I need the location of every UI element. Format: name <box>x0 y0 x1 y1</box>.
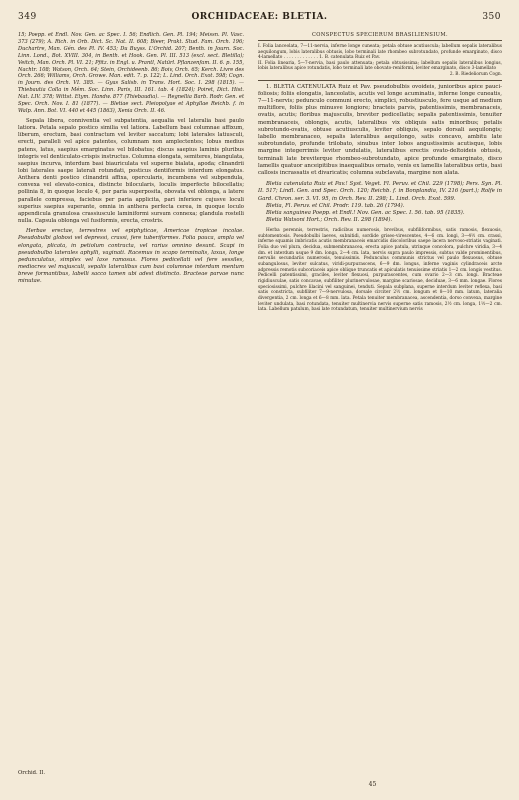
page-number-left: 349 <box>18 12 37 22</box>
synonym-4: Bletia Watsoni Hort.; Orch. Rev. II. 298 (1894). <box>266 216 393 223</box>
key-entry-2: II. Folia linearia, 5—7-nervia, basi paulo attenuata; petala obtusissima; labellum sepalis lateralibus longius, lobis lateralibus apice rotundatis, lobo terminali late obovato-reniformi, leviter emarginato, disco 3-lamellato <box>258 60 502 72</box>
species-diagnosis: 1. BLETIA CATENULATA Ruiz et Pav. pseudobulbis ovoideis, junioribus apice pauci-foliosis; foliis elongatis, lanceolatis, acutis vel longe acuminatis, inferne longe cuneatis, 7—11-nervis; pedunculo communi erecto, simplici, robustiusculo, fere usque ad medium multiflore, foliis plus minusve longiore; bracteis parvis, patentissimis, membranaceis, ovatis, acutis; floribus majusculis, breviter pedicellatis; sepalis patentissimis, tenuiter membranaceis, oblongis, acutis, lateralibus vix obliquis satis minoribus; petalis subrotundo-ovatis, obtuse acutiusculis, leviter obliquis, sepalo dorsali aequilongis; labello membranaceo, sepalis lateralibus aequilongo, satis concavo, ambitu late subrotundato, profunde trilobato, sinubus inter lobos angustissimis acutisque, lobis margine integerrimis leviter undulatis, lateralibus erectis ovato-deltoideis obtusis, terminali late breviterque rhombeo-subrotundato, apice profunde emarginato, disco lamellis quatuor anceipitibus inaequalibus ornato, venis ex lamellis lateralibus ortis, basi callosis incrassatis et divaricatis; columna subclavata, margine non alata. <box>258 83 502 176</box>
habit-description: Herbae erectae, terrestres vel epiphyticae, Americae tropicae incolae. Pseudobulbi globosi vel depressi, crassi, fere tuberiformes. Folia pauca, ampla vel elongata, plicata, in petiolum contracta, vel rarius omnino desunt. Scapi in pseudobulbo laterales aphylli, vaginati. Racemus in scapo terminalis, laxus, longe pedunculatus, simplex vel laxe ramosus. Flores pedicellati vel fere sessiles, mediocres vel majusculi, sepalis lateralibus cum basi columnae interdum mentum breve formantibus, labelli sacco tamen ubi adest distincto. Bracteae parvae nunc minutae. <box>18 228 244 285</box>
synonym-3: Bletia sanguinea Poepp. et Endl.! Nov. Gen. ac Spec. I. 56. tab. 95 (1835). <box>266 209 465 216</box>
species-description: Herba perennis, terrestris, radicibus numerosis, brevibus, subfiliformibus, satis ramosis, flexuosis, subtomentosis. Pseudobulbi laeves, subnitidi, sordide griseo-virescentes, 4—6 cm. longi, 3—4½ cm. crassi, inferne squamis imbricatis acutis membranaceis emarcidis discoloribus saepe lacera nervoso-striatis vaginati. Folia duo vel plura, decidua, submembranacea, erecta apice patula, utrinque concolora, pulchre viridia, 3—4 dm. et interdum usque 9 dm. longa, 2—4 cm. lata, nervis supra paulo impressis, subtus valde prominentibus, nervulis secundariis numerosis, tenuissimis. Pedunculus communis strictus vel paulo flexuosus, obtuse subangulosus, leviter sulcatus, viridi-purpurascens, 6—9 dm. longus, inferne vaginis cylindraceis arcte adpressis remotis subcoriaceis apice oblique truncatis et apiculatis tenuissime striatis 1—2 cm. longis vestitus. Pedicelli patentissimi, graciles, leviter flexuosi, purpurascentes, cum ovario 2—3 cm. longi. Bracteae rigidiusculae, satis concavae, subfiliter plurinervulosae, margine scariosae, deciduae, 3—6 mm. longae. Flores speciosissimi, pulchre lilacini vel sanguinei, tenduti. Sepala subplana, superne interdum leviter reflexa, basi satis constricta, subfiliter 7—9-nervulosa, dorsale circiter 2½ cm. longum et 8—10 mm. latum, lateralia divergentia, 2 cm. longa et 6—8 mm. lata. Petala tenuiter membranacea, ascendentia, dorso convexa, margine leviter undulata, basi rotundata, tenuiter multinervia nervis superne satis ramosis, 2½ cm. longa, 1½—2 cm. lata. Labellum patulum, basi late rotundatum, tenuiter multinervium nervis <box>258 228 502 313</box>
right-column <box>258 32 502 313</box>
running-title: ORCHIDACEAE: BLETIA. <box>191 12 328 22</box>
divider <box>258 40 502 41</box>
footer-page-number: 45 <box>368 781 377 788</box>
left-column <box>18 32 244 285</box>
key-entry-2-species: 2. B. Riedeliorum Cogn. <box>449 71 502 77</box>
page-number-right: 350 <box>482 12 501 22</box>
key-entry-1: I. Folia lanceolata, 7—11-nervia, inferne longe cuneata; petala obtuse acutiuscula; labellum sepalis lateralibus aequilongum, lobis lateralibus obtusis, lobo terminali late rhombeo subrotundato, profunde emarginato, disco 4-lamellato . . . . . . . . . . . . . 1. B. catenulata Ruiz et Pav. <box>258 44 502 61</box>
page-footer <box>0 781 519 788</box>
conspectus-title: CONSPECTUS SPECIERUM BRASILIENSIUM. <box>311 32 449 38</box>
divider <box>258 80 502 81</box>
signature-mark: Orchid. II. <box>18 770 46 776</box>
synonym-2: Bletia, Fl. Peruv. et Chil. Prodr. 119. tab. 26 (1794). <box>266 202 405 209</box>
literature-citations: 15; Poepp. et Endl. Nov. Gen. ac Spec. I. 56; Endlich. Gen. Pl. 194; Meissn. Pl. Vasc. 373 (279); A. Rich. in Orb. Dict. Sc. Nat. II. 608; Bieer, Prakt. Stud. Fam. Orch. 196; Duchartre, Man. Gén. des Pl. IV. 453; Du Buyss. L'Orchid. 207; Benth. in Journ. Soc. Linn. Lond., Bot. XVIII. 304, in Benth. et Hook. Gen. Pl. III. 513 (excl. sect. Bletilla); Veitch, Man. Orch. Pl. VI. 21; Pfitz. in Engl. u. Prantl, Natürl. Pflanzenfam. II. 6. p. 155, Nachtr. 108; Watson, Orch. 64; Stein, Orchideenb. 86; Boiv, Orch. 65; Kerch. Livre des Orch. 266; Williams, Orch. Growe. Man. edit. 7. p. 122; L. Lind. Orch. Exot. 598; Cogn. in Journ. des Orch. VI. 385. — Gyas Salisb. in Trans. Hort. Soc. I. 298 (1815). — Thiebautia Colla in Mém. Soc. Linn. Paris, III. 161. tab. 4 (1824); Poiret, Dict. Hist. Nat. LIV. 378; Wittst. Etym. Handw. 877 (Thiebaudia). — Regnellia Barb. Rodr. Gen. et Spec. Orch. Nov. I. 81 (1877). — Bletiae sect. Pleiopolyae et Aphyllae Reichb. f. in Walp. Ann. Bot. VI. 440 et 445 (1863), Xenia Orch. II. 46. <box>18 32 244 114</box>
synonym-1: Bletia catenulata Ruiz et Pav.! Syst. Veget. Fl. Peruv. et Chil. 229 (1798); Pers. Syn. Pl. II. 517; Lindl. Gen. and Spec. Orch. 120; Reichb. f. in Bonplandia, IV. 216 (part.); Rolfe in Gard. Chron. ser. 3. VI. 95, in Orch. Rev. II. 298; L. Lind. Orch. Exot. 599. <box>258 181 502 202</box>
running-header <box>18 12 501 26</box>
genus-description: Sepala libera, conniventia vel subpatentia, aequalia vel lateralia basi paulo latiora. Petala sepalo postico similia vel latiora. Labellum basi columnae affixum, liberum, erectum, basi contractum vel leviter saccatum; lobi laterales latiusculi, erecti, paralleli vel apice patentes, columnam non amplectentes; lobus medius patens, latus, saepius emarginatus vel bilobatus; discus saepius laminis pluribus integris vel denticulato-crispis instructus. Columna elongata, semiteres, biangulata, saepius incurva, interdum basi biauriculata vel superne bialata, apoda; clinandrii lobi laterales saepe laterali rotundati, posticus dentiformis interdum elongatus. Anthera denti postico clinandrii affixa, opercularis, incumbens vel subpendula, convexa vel elevato-conica, distincte bilocularis, loculis imperfecte bilocellatis; pollinia 8, in quoque loculo 4, per paria superposita, obovata vel oblonga, a latere parallele compressa, faciebus per paria applicita, pari inferiore cujusve loculi superius saepius superante, omnia in anthera perfecta cerea, in quoque loculo appendicula granulosa crassiuscule laminiformi sursum connexa; glandula rostelli nulla. Capsula oblonga vel fusiformis, erecta, crostris. <box>18 117 244 225</box>
